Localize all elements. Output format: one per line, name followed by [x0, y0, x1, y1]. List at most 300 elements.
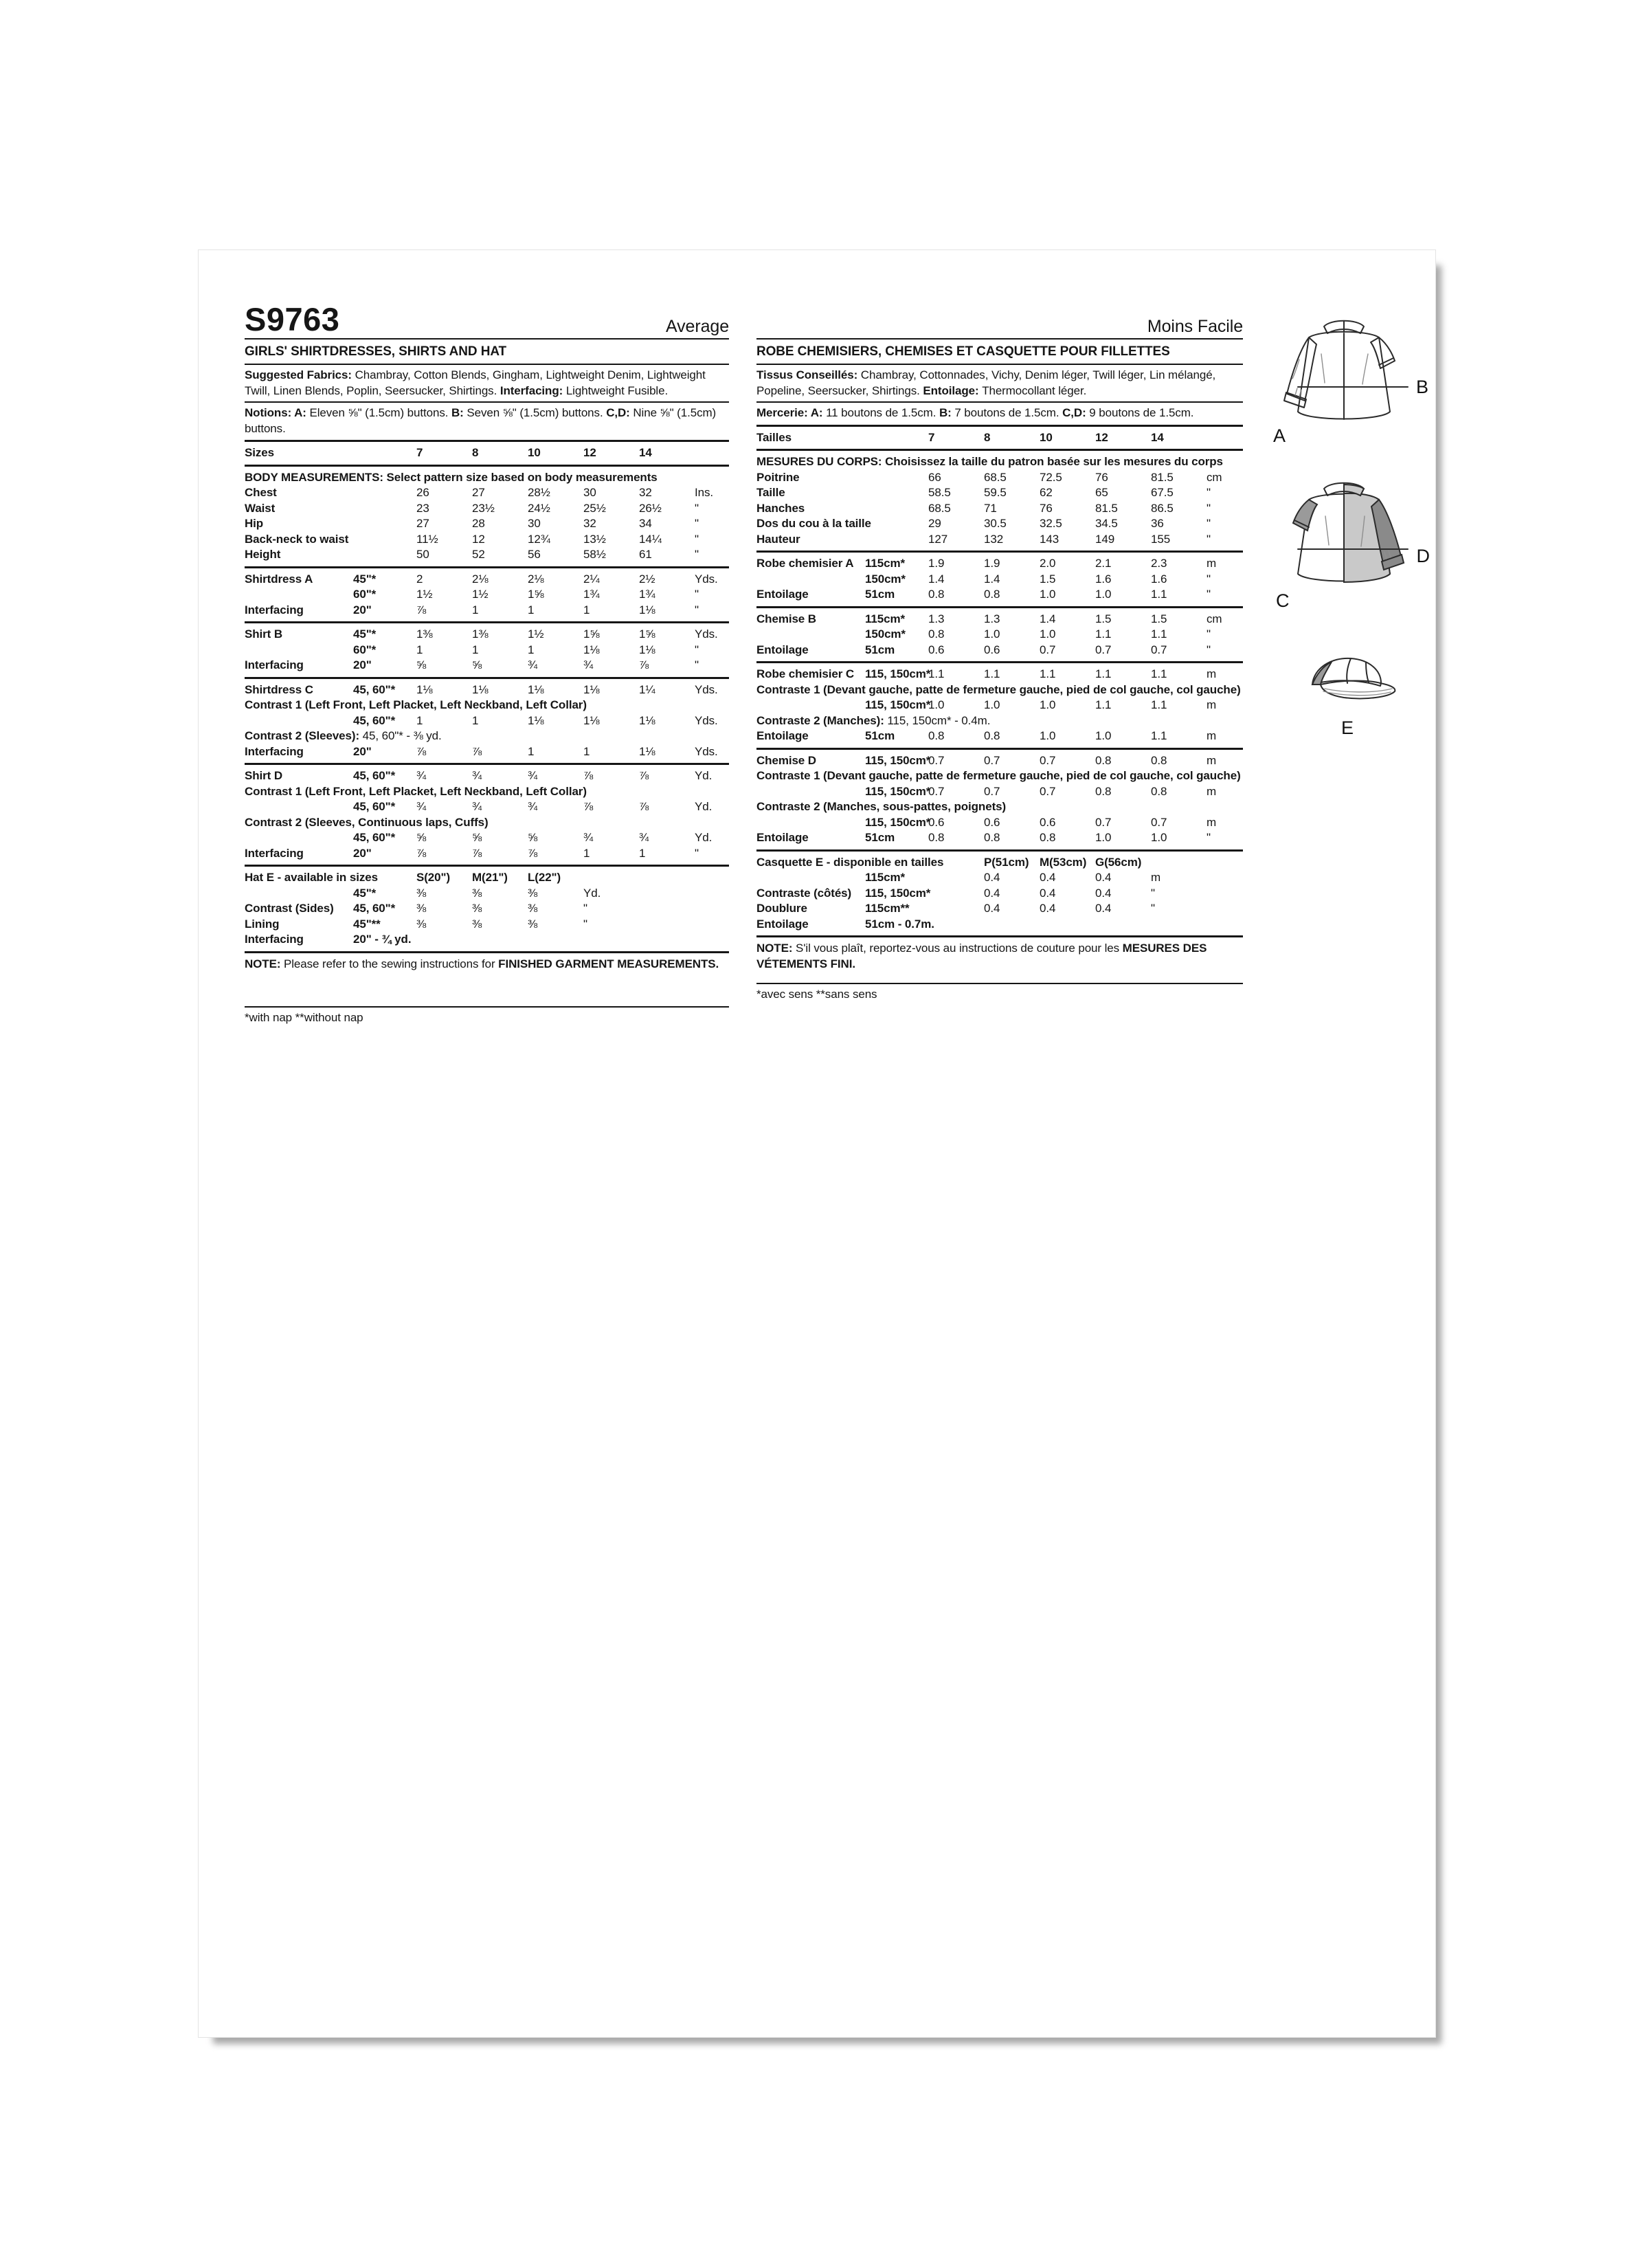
row-width-spec: 20" — [353, 846, 372, 860]
row-value: ⅜ — [472, 886, 482, 900]
text-segment: 11 boutons de 1.5cm. — [826, 406, 939, 419]
row-width-spec: 60"* — [353, 588, 377, 601]
row-width-spec: 45"* — [353, 627, 377, 641]
row-unit: " — [695, 658, 699, 671]
row-value: 0.8 — [984, 729, 1000, 742]
text-segment: Mercerie: — [756, 406, 811, 419]
header-row-fr — [756, 290, 1243, 335]
row-value: 58½ — [583, 548, 606, 561]
text-segment: A: — [810, 406, 827, 419]
table-row — [245, 643, 729, 658]
table-row — [756, 830, 1243, 846]
row-width-spec: 51cm - 0.7m. — [865, 917, 934, 931]
row-value: 1.6 — [1095, 572, 1112, 586]
row-value: 1.0 — [1095, 831, 1112, 844]
row-value: 1⅛ — [583, 682, 600, 696]
table-row — [245, 917, 729, 933]
row-value: ⅜ — [528, 902, 538, 915]
row-unit: " — [695, 603, 699, 616]
row-value: ⅜ — [416, 917, 427, 931]
table-row — [756, 667, 1243, 682]
text-line — [756, 454, 1243, 470]
garment-label-c: C — [1276, 590, 1290, 611]
row-value: 76 — [1040, 501, 1053, 515]
row-unit: m — [1207, 557, 1217, 570]
text-line — [245, 729, 729, 744]
table-row — [245, 532, 729, 548]
row-value: ⅞ — [583, 800, 594, 813]
divider — [756, 338, 1243, 340]
row-value: 1⅝ — [528, 588, 544, 601]
row-value: 1.9 — [928, 557, 945, 570]
row-value: 32 — [583, 517, 596, 530]
row-value: ⅞ — [639, 658, 649, 671]
divider — [756, 364, 1243, 365]
row-value: 0.7 — [1095, 643, 1112, 656]
row-label: Interfacing — [245, 846, 304, 860]
row-value: 1 — [583, 603, 590, 616]
row-value: 0.8 — [1151, 784, 1167, 798]
row-value: 149 — [1095, 532, 1115, 546]
row-value: 1.4 — [928, 572, 945, 586]
text-segment: B: — [451, 406, 467, 419]
row-value: 0.4 — [1095, 902, 1112, 915]
garment-label-e: E — [1340, 718, 1354, 738]
text-segment: A: — [294, 406, 310, 419]
row-label: Dos du cou à la taille — [756, 517, 871, 530]
row-value: 0.7 — [984, 784, 1000, 798]
row-value: ⅞ — [416, 744, 427, 758]
row-value: 68.5 — [928, 501, 951, 515]
text-segment: 7 boutons de 1.5cm. — [954, 406, 1063, 419]
row-value: 1.5 — [1095, 612, 1112, 625]
table-row — [756, 485, 1243, 501]
row-value: 12 — [472, 532, 485, 546]
row-value: ⅝ — [528, 831, 538, 844]
row-value: 0.4 — [984, 871, 1000, 884]
row-label: Back-neck to waist — [245, 532, 349, 546]
row-value: ¾ — [472, 769, 482, 782]
row-value: 1 — [416, 713, 423, 727]
row-label: Tailles — [756, 430, 792, 444]
row-value: 1.1 — [984, 667, 1000, 680]
row-value: 1⅛ — [639, 643, 655, 656]
row-label: Entoilage — [756, 831, 809, 844]
row-value: 7 — [928, 430, 935, 444]
row-value: Yd. — [583, 886, 601, 900]
row-value: 30.5 — [984, 517, 1007, 530]
table-row — [756, 901, 1243, 917]
text-segment: Please refer to the sewing instructions for — [284, 957, 499, 970]
row-unit: Yd. — [695, 800, 713, 813]
row-value: P(51cm) — [984, 855, 1029, 869]
row-value: ¾ — [583, 831, 594, 844]
row-value: ⅞ — [416, 603, 427, 616]
row-width-spec: 115, 150cm* — [865, 698, 931, 711]
table-row — [245, 846, 729, 862]
row-value: 1.0 — [928, 698, 945, 711]
pattern-number: S9763 — [245, 301, 340, 337]
row-value: 1⅝ — [639, 627, 655, 641]
row-value: G(56cm) — [1095, 855, 1142, 869]
row-value: 1⅛ — [528, 713, 544, 727]
row-unit: cm — [1207, 612, 1222, 625]
row-value: ¾ — [528, 658, 538, 671]
row-label: Chest — [245, 486, 277, 499]
row-value: L(22") — [528, 871, 561, 884]
table-row — [756, 430, 1243, 446]
row-value: ⅜ — [528, 886, 538, 900]
row-value: 1.4 — [984, 572, 1000, 586]
table-row — [756, 917, 1243, 933]
row-value: 1.1 — [1151, 588, 1167, 601]
row-value: 1 — [639, 846, 646, 860]
row-value: 0.6 — [928, 643, 945, 656]
row-width-spec: 60"* — [353, 643, 377, 656]
row-value: " — [1151, 902, 1155, 915]
text-segment: MESURES DU CORPS: — [756, 455, 886, 468]
text-segment: Choisissez la taille du patron basée sur les mesures du corps — [885, 455, 1223, 468]
table-row — [756, 729, 1243, 744]
row-value: ⅝ — [416, 658, 427, 671]
header-row-en — [245, 290, 729, 335]
text-segment: BODY MEASUREMENTS: — [245, 470, 387, 484]
divider — [245, 951, 729, 953]
row-label: Shirtdress A — [245, 572, 313, 586]
row-value: 29 — [928, 517, 941, 530]
row-width-spec: 115, 150cm* — [865, 753, 931, 767]
row-value: 0.4 — [984, 886, 1000, 900]
row-value: ⅜ — [472, 917, 482, 931]
row-unit: " — [1207, 486, 1211, 499]
row-value: 2.0 — [1040, 557, 1056, 570]
row-value: ⅞ — [639, 769, 649, 782]
divider — [756, 935, 1243, 937]
row-value: 1.3 — [928, 612, 945, 625]
row-value: 0.7 — [928, 753, 945, 767]
row-label: Hanches — [756, 501, 805, 515]
text-line — [245, 405, 729, 436]
divider — [245, 865, 729, 867]
row-value: 23 — [416, 501, 429, 515]
row-value: 30 — [528, 517, 541, 530]
row-value: 23½ — [472, 501, 495, 515]
row-value: 1.5 — [1151, 612, 1167, 625]
text-line — [756, 799, 1243, 815]
row-value: 61 — [639, 548, 652, 561]
row-value: 62 — [1040, 486, 1053, 499]
row-value: ¾ — [528, 769, 538, 782]
row-value: ⅝ — [416, 831, 427, 844]
row-value: 1½ — [472, 588, 489, 601]
divider — [245, 1006, 729, 1008]
row-value: 8 — [984, 430, 991, 444]
row-value: 1.0 — [1095, 588, 1112, 601]
text-segment: Entoilage: — [923, 383, 983, 397]
row-unit: m — [1207, 667, 1217, 680]
row-unit: " — [695, 846, 699, 860]
row-value: 0.7 — [1040, 643, 1056, 656]
row-label: Interfacing — [245, 603, 304, 616]
text-line — [756, 768, 1243, 784]
text-segment: Contraste 2 (Manches, sous-pattes, poignets) — [756, 800, 1007, 813]
row-value: 1.1 — [1151, 729, 1167, 742]
row-unit: " — [695, 643, 699, 656]
row-value: 1⅛ — [472, 682, 489, 696]
row-value: 0.4 — [984, 902, 1000, 915]
row-value: " — [583, 902, 587, 915]
row-value: 1⅛ — [583, 643, 600, 656]
row-value: ¾ — [583, 658, 594, 671]
text-segment: *avec sens **sans sens — [756, 988, 877, 1001]
row-value: 0.7 — [1040, 784, 1056, 798]
shirt-cd-illustration-icon — [1265, 471, 1430, 616]
row-value: 1 — [472, 713, 479, 727]
row-unit: Ins. — [695, 486, 714, 499]
text-segment: Interfacing: — [500, 383, 566, 397]
text-segment: Chambray, Cotton Blends, Gingham, Lightweight Denim, Lightweight Twill, Linen Blends, Poplin, Seersucker, Shirtings. — [245, 368, 706, 397]
text-segment: Contrast 1 (Left Front, Left Placket, Left Neckband, Left Collar) — [245, 698, 587, 711]
row-value: 0.8 — [1095, 753, 1112, 767]
shirt-ab-illustration-icon — [1265, 309, 1430, 454]
text-line — [245, 698, 729, 713]
text-segment: Eleven ⅝" (1.5cm) buttons. — [309, 406, 451, 419]
row-label: Contrast (Sides) — [245, 902, 334, 915]
row-width-spec: 115cm* — [865, 612, 906, 625]
row-value: 0.8 — [928, 627, 945, 641]
row-unit: Yd. — [695, 831, 713, 844]
text-segment: NOTE: — [245, 957, 284, 970]
row-value: 76 — [1095, 470, 1108, 484]
row-label: Poitrine — [756, 470, 800, 484]
row-value: 1¾ — [639, 588, 655, 601]
row-value: 25½ — [583, 501, 606, 515]
row-value: 14 — [1151, 430, 1164, 444]
table-row — [756, 587, 1243, 603]
row-value: m — [1151, 871, 1161, 884]
row-value: 2¼ — [583, 572, 600, 586]
row-value: 1 — [528, 603, 535, 616]
row-width-spec: 45"* — [353, 886, 377, 900]
text-segment: B: — [939, 406, 955, 419]
row-value: 0.7 — [1151, 815, 1167, 829]
row-value: 1.0 — [1040, 729, 1056, 742]
row-value: 65 — [1095, 486, 1108, 499]
table-row — [245, 830, 729, 846]
row-unit: Yds. — [695, 572, 718, 586]
row-value: 7 — [416, 446, 423, 459]
row-value: ¾ — [639, 831, 649, 844]
text-segment: Contraste 2 (Manches): — [756, 713, 888, 727]
row-value: 1⅛ — [639, 603, 655, 616]
row-value: 0.7 — [1095, 815, 1112, 829]
row-value: ⅜ — [472, 902, 482, 915]
row-value: 1.1 — [1040, 667, 1056, 680]
row-value: 1 — [583, 846, 590, 860]
spacer — [756, 972, 1243, 980]
row-label: Lining — [245, 917, 280, 931]
french-column — [756, 290, 1243, 1026]
text-segment: Contrast 2 (Sleeves): — [245, 729, 363, 742]
row-value: " — [1151, 886, 1155, 900]
garment-label-b: B — [1415, 377, 1428, 397]
table-row — [245, 682, 729, 698]
row-value: 0.6 — [1040, 815, 1056, 829]
row-value: 1.1 — [1151, 627, 1167, 641]
row-unit: " — [695, 548, 699, 561]
table-row — [756, 556, 1243, 572]
shirt-back-view-ab — [1265, 309, 1430, 459]
row-value: 58.5 — [928, 486, 951, 499]
row-unit: m — [1207, 815, 1217, 829]
row-width-spec: 45"* — [353, 572, 377, 586]
table-row — [756, 516, 1243, 532]
row-label: Entoilage — [756, 917, 809, 931]
text-line — [245, 342, 729, 361]
row-width-spec: 51cm — [865, 729, 895, 742]
row-width-spec: 45, 60"* — [353, 800, 396, 813]
row-label: Shirt B — [245, 627, 283, 641]
divider — [756, 401, 1243, 403]
row-value: ⅝ — [472, 831, 482, 844]
text-line — [245, 1010, 729, 1026]
row-value: 0.6 — [928, 815, 945, 829]
row-value: 0.6 — [984, 643, 1000, 656]
row-unit: m — [1207, 784, 1217, 798]
english-column — [245, 290, 729, 1026]
row-value: 0.4 — [1040, 886, 1056, 900]
row-value: 1⅝ — [583, 627, 600, 641]
row-value: 27 — [472, 486, 485, 499]
row-label: Waist — [245, 501, 276, 515]
spacer — [245, 972, 729, 1003]
table-row — [245, 886, 729, 902]
table-row — [756, 532, 1243, 548]
content-area — [245, 290, 1430, 1026]
row-width-spec: 150cm* — [865, 572, 906, 586]
row-value: 28½ — [528, 486, 550, 499]
row-value: ⅜ — [416, 902, 427, 915]
table-row — [756, 572, 1243, 588]
difficulty-label-en: Average — [666, 316, 729, 336]
table-row — [756, 855, 1243, 871]
row-value: 36 — [1151, 517, 1164, 530]
row-value: 0.7 — [984, 753, 1000, 767]
row-value: 72.5 — [1040, 470, 1062, 484]
garment-label-d: D — [1416, 546, 1430, 566]
text-line — [756, 713, 1243, 729]
text-segment: MESURES DES VÉTEMENTS FINI. — [756, 942, 1207, 970]
table-row — [756, 886, 1243, 902]
pattern-envelope-back — [198, 249, 1436, 2038]
row-unit: m — [1207, 753, 1217, 767]
divider — [245, 566, 729, 568]
row-value: 1.0 — [1095, 729, 1112, 742]
row-label: Hip — [245, 517, 264, 530]
table-row — [245, 658, 729, 674]
row-unit: Yds. — [695, 627, 718, 641]
row-value: 0.7 — [928, 784, 945, 798]
text-line — [245, 368, 729, 399]
row-value: 2⅛ — [528, 572, 544, 586]
row-label: Height — [245, 548, 281, 561]
row-width-spec: 51cm — [865, 643, 895, 656]
table-row — [245, 627, 729, 643]
row-value: 28 — [472, 517, 485, 530]
row-value: 0.8 — [1151, 753, 1167, 767]
row-unit: " — [1207, 501, 1211, 515]
row-width-spec: 20" — [353, 603, 372, 616]
row-value: 1.6 — [1151, 572, 1167, 586]
row-value: ⅞ — [583, 769, 594, 782]
text-line — [756, 941, 1243, 972]
divider — [245, 338, 729, 340]
row-value: 66 — [928, 470, 941, 484]
text-line — [756, 368, 1243, 399]
text-line — [245, 784, 729, 800]
row-value: 1.1 — [1151, 667, 1167, 680]
row-label: Interfacing — [245, 658, 304, 671]
row-value: 52 — [472, 548, 485, 561]
text-line — [756, 987, 1243, 1003]
row-unit: " — [1207, 643, 1211, 656]
row-value: 2.3 — [1151, 557, 1167, 570]
row-value: 0.8 — [928, 588, 945, 601]
row-value: 11½ — [416, 532, 438, 546]
row-value: 26½ — [639, 501, 662, 515]
row-unit: Yds. — [695, 713, 718, 727]
text-segment: Contrast 1 (Left Front, Left Placket, Left Neckband, Left Collar) — [245, 784, 587, 798]
row-value: 1⅜ — [416, 627, 433, 641]
row-unit: cm — [1207, 470, 1222, 484]
garment-label-a: A — [1273, 425, 1286, 446]
row-unit: " — [695, 532, 699, 546]
row-unit: " — [695, 588, 699, 601]
row-value: 34 — [639, 517, 652, 530]
divider — [756, 661, 1243, 663]
row-label: Entoilage — [756, 729, 809, 742]
row-value: 1.1 — [1151, 698, 1167, 711]
row-width-spec: 150cm* — [865, 627, 906, 641]
row-value: M(21") — [472, 871, 508, 884]
row-value: 0.4 — [1095, 871, 1112, 884]
row-value: 81.5 — [1151, 470, 1174, 484]
row-value: 32 — [639, 486, 652, 499]
row-value: 10 — [528, 446, 541, 459]
divider — [756, 449, 1243, 451]
row-value: 1.0 — [984, 627, 1000, 641]
row-width-spec: 45, 60"* — [353, 831, 396, 844]
row-value: 56 — [528, 548, 541, 561]
table-row — [245, 516, 729, 532]
row-width-spec: 45, 60"* — [353, 713, 396, 727]
row-value: 1.0 — [984, 698, 1000, 711]
table-row — [756, 501, 1243, 517]
row-value: 1.0 — [1040, 588, 1056, 601]
row-value: 86.5 — [1151, 501, 1174, 515]
row-value: 59.5 — [984, 486, 1007, 499]
row-value: 27 — [416, 517, 429, 530]
text-segment: Contraste 1 (Devant gauche, patte de fermeture gauche, pied de col gauche, col gauche) — [756, 769, 1241, 782]
row-value: 132 — [984, 532, 1004, 546]
row-width-spec: 51cm — [865, 831, 895, 844]
row-unit: m — [1207, 698, 1217, 711]
row-label: Robe chemisier C — [756, 667, 855, 680]
text-segment: Select pattern size based on body measurements — [386, 470, 658, 484]
row-value: 1 — [472, 643, 479, 656]
row-value: 2.1 — [1095, 557, 1112, 570]
divider — [756, 606, 1243, 608]
